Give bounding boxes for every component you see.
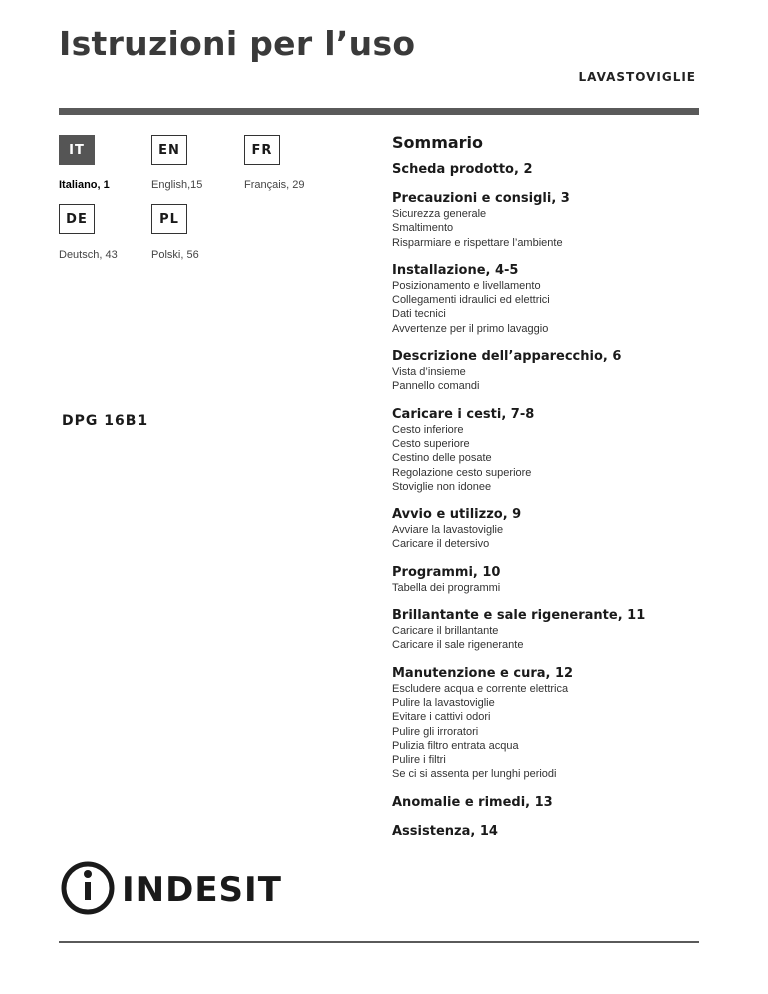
toc-section xyxy=(392,824,712,840)
toc-section-heading[interactable]: Brillantante e sale rigenerante, 11 xyxy=(392,608,646,624)
lang-box-pl[interactable]: PL xyxy=(151,204,187,234)
toc-section xyxy=(392,263,712,336)
toc-section xyxy=(392,407,712,494)
toc-subitem[interactable]: Caricare il sale rigenerante xyxy=(392,639,524,652)
logo-wordmark: INDESIT xyxy=(122,870,282,910)
toc-subitem[interactable]: Caricare il detersivo xyxy=(392,538,490,551)
lang-label-pl[interactable]: Polski, 56 xyxy=(151,249,199,261)
toc-subitem[interactable]: Risparmiare e rispettare l’ambiente xyxy=(392,236,563,249)
toc-subitem[interactable]: Avviare la lavastoviglie xyxy=(392,524,504,537)
toc-subitem[interactable]: Escludere acqua e corrente elettrica xyxy=(392,682,569,695)
toc-section-heading[interactable]: Programmi, 10 xyxy=(392,564,501,580)
toc-section xyxy=(392,191,712,250)
product-category: LAVASTOVIGLIE xyxy=(578,70,696,84)
toc-subitem[interactable]: Pannello comandi xyxy=(392,380,480,393)
lang-label-fr[interactable]: Français, 29 xyxy=(244,179,305,191)
toc-subitem[interactable]: Regolazione cesto superiore xyxy=(392,466,532,479)
lang-box-fr[interactable]: FR xyxy=(244,135,280,165)
toc-section-heading[interactable]: Caricare i cesti, 7-8 xyxy=(392,406,535,422)
toc-subitem[interactable]: Caricare il brillantante xyxy=(392,625,499,638)
lang-box-en[interactable]: EN xyxy=(151,135,187,165)
toc-subitem[interactable]: Pulizia filtro entrata acqua xyxy=(392,739,519,752)
toc-subitem[interactable]: Pulire la lavastoviglie xyxy=(392,696,495,709)
toc-subitem[interactable]: Posizionamento e livellamento xyxy=(392,279,541,292)
toc-subitem[interactable]: Cesto inferiore xyxy=(392,423,464,436)
toc-subitem[interactable]: Se ci si assenta per lunghi periodi xyxy=(392,768,557,781)
toc-section-heading[interactable]: Installazione, 4-5 xyxy=(392,262,519,278)
toc-sections xyxy=(392,162,712,840)
toc-section xyxy=(392,608,712,653)
toc-section xyxy=(392,507,712,552)
toc-subitem[interactable]: Cesto superiore xyxy=(392,437,470,450)
toc-subitem[interactable]: Smaltimento xyxy=(392,222,454,235)
model-number: DPG 16B1 xyxy=(62,413,149,429)
page-title: Istruzioni per l’uso xyxy=(59,24,416,63)
lang-label-de[interactable]: Deutsch, 43 xyxy=(59,249,118,261)
table-of-contents xyxy=(392,133,712,853)
footer-rule xyxy=(59,941,699,943)
toc-section-heading[interactable]: Scheda prodotto, 2 xyxy=(392,162,533,177)
toc-section xyxy=(392,795,712,811)
toc-subitem[interactable]: Sicurezza generale xyxy=(392,208,487,220)
header-rule xyxy=(59,108,699,115)
toc-title: Sommario xyxy=(392,133,484,152)
lang-box-it[interactable]: IT xyxy=(59,135,95,165)
toc-subitem[interactable]: Dati tecnici xyxy=(392,308,446,321)
lang-label-it[interactable]: Italiano, 1 xyxy=(59,179,110,191)
toc-subitem[interactable]: Collegamenti idraulici ed elettrici xyxy=(392,294,550,307)
toc-section-heading[interactable]: Descrizione dell’apparecchio, 6 xyxy=(392,349,622,365)
toc-section xyxy=(392,666,712,782)
toc-section-heading[interactable]: Avvio e utilizzo, 9 xyxy=(392,507,522,523)
toc-subitem[interactable]: Evitare i cattivi odori xyxy=(392,711,491,724)
toc-section xyxy=(392,162,712,178)
toc-section-heading[interactable]: Precauzioni e consigli, 3 xyxy=(392,191,570,206)
toc-section xyxy=(392,349,712,394)
toc-subitem[interactable]: Tabella dei programmi xyxy=(392,581,501,594)
toc-subitem[interactable]: Vista d’insieme xyxy=(392,366,466,379)
toc-section-heading[interactable]: Assistenza, 14 xyxy=(392,823,498,839)
toc-section-heading[interactable]: Anomalie e rimedi, 13 xyxy=(392,794,553,810)
lang-label-en[interactable]: English,15 xyxy=(151,179,203,191)
toc-subitem[interactable]: Avvertenze per il primo lavaggio xyxy=(392,322,549,335)
toc-subitem[interactable]: Stoviglie non idonee xyxy=(392,480,492,493)
toc-section xyxy=(392,565,712,595)
toc-subitem[interactable]: Cestino delle posate xyxy=(392,452,492,465)
indesit-logo xyxy=(58,860,288,916)
toc-section-heading[interactable]: Manutenzione e cura, 12 xyxy=(392,665,574,681)
toc-subitem[interactable]: Pulire i filtri xyxy=(392,754,446,767)
toc-subitem[interactable]: Pulire gli irroratori xyxy=(392,725,479,738)
lang-box-de[interactable]: DE xyxy=(59,204,95,234)
